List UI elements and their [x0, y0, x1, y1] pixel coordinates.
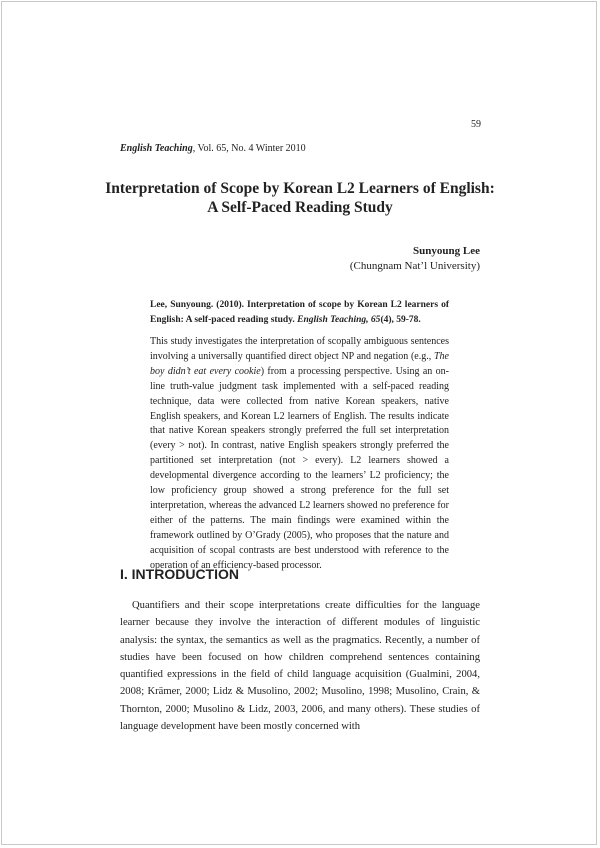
citation-suffix: (4), 59-78.	[380, 314, 421, 325]
citation-journal: English Teaching, 65	[297, 314, 381, 325]
title-line-1: Interpretation of Scope by Korean L2 Learners of English:	[105, 180, 495, 197]
paper-title	[100, 179, 500, 217]
abstract-example: The boy didn’t eat every cookie	[150, 350, 449, 377]
citation-prefix: Lee, Sunyoung. (2010). Interpretation of scope by Korean L2 learners of English: A self-paced reading study.	[150, 300, 449, 325]
author-affiliation: (Chungnam Nat’l University)	[349, 260, 480, 272]
citation	[150, 298, 449, 327]
journal-header	[120, 143, 306, 154]
abstract	[150, 335, 449, 574]
journal-name: English Teaching	[120, 143, 193, 154]
author-name: Sunyoung Lee	[413, 245, 480, 257]
abstract-part-2: ) from a processing perspective. Using an on-line truth-value judgment task implemented with a self-paced reading technique, data were collected from native Korean speakers, native English speakers, and Korean L2 learners of English. The results indicate that native Korean speakers strongly preferred the full set interpretation (every > not). In contrast, native English speakers strongly preferred the partitioned set interpretation (not > every). L2 learners showed a developmental divergence according to the learners’ L2 proficiency; the low proficiency group showed a strong preference for the full set interpretation, whereas the advanced L2 learners showed no preference for either of the patterns. The main findings were examined within the framework outlined by O’Grady (2005), who proposes that the nature and acquisition of scopal contrasts are best understood with reference to the operation of an efficiency-based processor.	[150, 365, 449, 571]
abstract-part-1: This study investigates the interpretation of scopally ambiguous sentences involving a universally quantified direct object NP and negation (e.g.,	[150, 336, 449, 362]
page-number: 59	[471, 119, 481, 130]
intro-paragraph: Quantifiers and their scope interpretations create difficulties for the language learner because they involve the interaction of different modules of linguistic analysis: the syntax, the semantics as well as the pragmatics. Recently, a number of studies have been focused on how children comprehend sentences containing quantified expressions in the field of child language acquisition (Gualmini, 2004, 2008; Krämer, 2000; Lidz & Musolino, 2002; Musolino, 1998; Musolino, Crain, & Thornton, 2000; Musolino & Lidz, 2003, 2006, and many others). These studies of language development have been mostly concerned with	[120, 600, 480, 733]
journal-details: , Vol. 65, No. 4 Winter 2010	[192, 143, 306, 154]
title-line-2: A Self-Paced Reading Study	[207, 199, 393, 216]
section-heading: I. INTRODUCTION	[120, 566, 239, 582]
